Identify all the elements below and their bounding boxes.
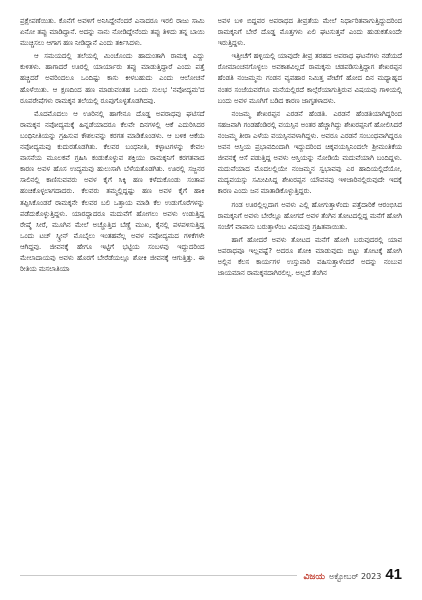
magazine-name: ವಿಜಯ — [303, 572, 325, 582]
right-column — [218, 16, 403, 554]
paragraph: ನಂಜಮ್ಮ ಶೇಖರಪ್ಪನ ಎರಡನೆ ಹೆಂಡತಿ. ಎರಡನೆ ಹೆಂಡತಿಯಾಗಿದ್ದರಿಂದ ಸಹಜವಾಗಿ ಗಂಡಹೆಂಡಿರಲ್ಲಿ ವಯಸ್ಸಿನ ಅಂತರ ಹೆಚ್ಚಾಗಿದ್ದು ಶೇಖರಪ್ಪನಿಗೆ ಹೋಲಿಸಿದರೆ ನಂಜಮ್ಮ ತೀರಾ ಎಳೆಯ ವಯಸ್ಸಿನವಳಾಗಿದ್ದಳು. ಅವರೂ ಎರಡನೆ ಸಂಬಂಧವಾಗಿದ್ದರೂ ಅವನ ಆಸ್ತಿಯ ಪ್ರಭಾವದಿಂದಾಗಿ ಇದ್ದುದರಿಂದ ಚಿಕ್ಕವಯಸ್ಸಿನಿಂದಲೇ ಶ್ರೀಮಂತಿಕೆಯ ಜೀವನಕ್ಕೆ ಆಸೆ ಪಡುತ್ತಿದ್ದ ಅವಳು ಆಸ್ತಿಯನ್ನು ನೋಡಿಯೆ ಮದುವೆಯಾಗಿ ಬಂದಿದ್ದಳು. ಮದುವೆಯಾದ ಮೊದಲಲ್ಲಿಯೇ ನಂಜಮ್ಮನ ಸ್ವಭಾವವು ಎರ ಹಾದಿಯಲ್ಲಿದೆಯೋ, ಮದ್ಯವಯಸ್ಸು ಸಮೀಪಿಸಿದ್ದ ಶೇಖರಪ್ಪನ ಯೌವನವು ಇಳಿಜಾರಿನಲ್ಲಿರುವುದೇ ಇದಕ್ಕೆ ಕಾರಣ ಎಂದು ಜನ ಮಾತಾಡಿಕೊಳ್ಳುತ್ತಿದ್ದರು. — [217, 109, 402, 196]
left-column — [20, 16, 205, 554]
paragraph: ಆ ಸಮಯದಲ್ಲಿ ತಲೆಯಲ್ಲಿ ಮಿಂಚೊಂದು ಹಾದುಂತಾಗಿ ರಾಮಕ್ಕ ಎದ್ದು ಕುಳಿತಳು. ಹಾಗಾದರೆ ಊರಲ್ಲಿ ಯಾರ್ಯಾರು ತಪ್ಪು ಮಾಡುತ್ತಿದ್ದಾರೆ ಎಂದು ಪತ್ತೆ ಹಚ್ಚಿದರೆ ಅವರಿಂದಲೂ ಒಂದಿಷ್ಟು ಕಾಸು ಕೀಳಬಹುದು ಎಂದು ಆಲೋಚನೆ ಹೊಳೆಯಿತು. ಆ ಕ್ಷಣದಿಂದ ಹಣ ಮಾಡುವಂತಹ ಒಂದು ಸುಲಭ 'ನವೋದ್ಯಮ'ದ ರೂಪರೇಷೆಗಳು ರಾಮಕ್ಕನ ತಲೆಯಲ್ಲಿ ರೂಪುಗೊಳ್ಳತೊಡಗಿದವು. — [20, 52, 205, 105]
article-body — [20, 16, 402, 554]
paragraph: ಹಾಗೆ ಹೋದರೆ ಅವಳು ತೋಟದ ಮನೆಗೆ ಹೋಗಿ ಬರುವುದರಲ್ಲಿ ಯಾವ ಅಪರಾಧವೂ ಇಲ್ಲವಷ್ಟೆ? ಅದರೂ ಶೋಕಿ ಮಾಡುವುದು ಬಿಟ್ಟು ತೋಟಕ್ಕೆ ಹೋಗಿ ಅಲ್ಲಿನ ಕೆಲಸ ಕಾರ್ಯಗಳ ಉಸ್ತುವಾರಿ ವಹಿಸುತ್ತಾಳೆಂದರೆ ಅದನ್ನು ನಂಬುವ ಜಾಯಮಾನ ರಾಮಕ್ಕನದಾಗಿರಲಿಲ್ಲ. ಅಲ್ಲದೆ ತೆಂಗಿನ — [217, 235, 402, 278]
paragraph: ಇತ್ತೀಚೆಗೆ ಹಳ್ಳಿಯಲ್ಲಿ ಯಾವುದೇ ತೀವ್ರ ತರಹದ ಅಪರಾಧ ಘಟನೆಗಳು ನಡೆಯದೆ ರೋಮಾಂಚನಗೊಳ್ಳಲು ಅವಕಾಶವಿಲ್ಲದೆ ರಾಮಕ್ಕನು ಚಡಪಡಿಸುತ್ತಿದ್ದಾಗ ಶೇಖರಪ್ಪನ ಹೆಂಡತಿ ನಂಜಮ್ಮನು ಗಂಡನ ವ್ಯವಹಾರ ನಿಮಿತ್ತ ಪೇಟೆಗೆ ಹೋದ ದಿನ ಮಧ್ಯಾಹ್ನದ ನಂತರ ಸಂಜೆಯವರೆಗೂ ಮನೆಯಲ್ಲಿರದೆ ಕಾಲ್ಗೆರೆಯಾಗುತ್ತಿರುವ ವಿಷಯವು ಗಾಳಿಯಲ್ಲಿ ಬಂದು ಅವಳ ಮೂಗಿಗೆ ಬಡಿದ ಕಾರಣ ಜಾಗೃತಳಾದಳು. — [217, 52, 402, 105]
page-number: 41 — [385, 566, 402, 583]
folio — [297, 566, 402, 583]
issue-date: ಅಕ್ಟೋಬರ್ 2023 — [328, 572, 382, 581]
paragraph: ಮೊದಮೊದಲು ಆ ಊರಿನಲ್ಲಿ ಹಾಗೇನೂ ದೊಡ್ಡ ಅಪರಾಧವು ಘಟಿಸದೆ ರಾಮಕ್ಕನ ನವೋದ್ಯಮಕ್ಕೆ ಹಿನ್ನಡೆಯಾದರೂ ಕೆಲವೇ ದಿನಗಳಲ್ಲಿ ಆಕೆ ಎದುರಿಸಿದರ ಬಂಧಿನೀತಿಯನ್ನು ಗ್ರಹಿಸುವ ಕೌಶಲವನ್ನು ಕರಗತ ಮಾಡಿಕೊಂಡಳು. ಆ ಬಳಿಕ ಆಕೆಯ ನವೋದ್ಯಮವು ಕುದುರತೊಡಗಿತು. ಕೆಲವರ ಬಂಧನೀತಿ, ಕಳ್ಳಾಟಗಳನ್ನು ಕೇವಲ ವಾಸನೆಯ ಮೂಲಕವೆ ಗ್ರಹಿಸಿ ಕಂಡುಕೊಳ್ಳುವ ಶಕ್ತಿಯು ರಾಮಕ್ಕನಿಗೆ ಕರಗತವಾದ ಕಾರಣ ಅವಳ ಹೊಸ ಉದ್ಯಮವು ಹುಲುಸಾಗಿ ಬೆಳೆಯತೊಡಗಿತು. ಊರಲ್ಲಿ ಸಜ್ಜನರ ಸಾಲಿನಲ್ಲಿ ಕಾಣಿಸುವವರು ಅವಳ ಕೈಗೆ ಸಿಕ್ಕಿ ಹಣ ಕಳೆದುಕೊಂಡು ಸಂತಾಪ ಹಂಚಿಕೊಳ್ಳಲಾಗದಾದರು. ಕೆಲವರು ತಮ್ಮಲ್ಲಿದ್ದಷ್ಟು ಹಣ ಅವಳ ಕೈಗೆ ಹಾಕಿ ತಪ್ಪಿಸಿಕೊಂಡರೆ ರಾಮಕ್ಕನೇ ಕೆಲವರ ಬಲಿ ಒತ್ತಾಯ ಮಾಡಿ ಕೆಲ ಉಡುಗೊರೆಗಳನ್ನು ಪಡೆದುಕೊಳ್ಳುತ್ತಿದ್ದಳು. ಯಾರದ್ದಾದರೂ ಮದುವೆಗೆ ಹೋಗಲು ಅವಳು ಉಡುತ್ತಿದ್ದ ರೇಷ್ಮೆ ಸೀರೆ, ಮೂಗಿನ ಮೇಲೆ ಅಚ್ಚೊತ್ತಿದ ಬೆಣ್ಣೆ ಮುಖ, ಕೈನಲ್ಲಿ ಪಳಪಳಿಸುತ್ತಿದ್ದ ಒಂದು ಟಚ್ ಸ್ಕ್ರೀನ್ ಮೊಬೈಲು ಇಂತಹವೆಲ್ಲ ಅವಳ ನವೋದ್ಯಮದ ಗಳಿಕೆಗಳೇ ಆಗಿದ್ದವು. ಜೀವನಕ್ಕೆ ಹೇಗೂ ಇಟ್ಟಿಗೆ ಭಟ್ಟಿಯ ಸಂಬಳವು ಇದ್ದುದರಿಂದ ಮೇಲಾದಾಯವು ಅವಳು ಹೊರಗೆ ಬೇರೆಡೆಯಲ್ಲೂ ಶೋಕಿ ಜೀವನಕ್ಕೆ ಆಗುತ್ತಿತ್ತು. ಈ ರೀತಿಯ ಮಸಲಾತಿಯಾ — [20, 109, 205, 274]
paragraph: ಗಂಡ ಊರಲ್ಲಿಲ್ಲದಾಗ ಅವಳು ಎಲ್ಲಿ ಹೋಗುತ್ತಾಳೆಂದು ಪತ್ತೆದಾರಿಕೆ ಆರಂಭಿಸಿದ ರಾಮಕ್ಕನಿಗೆ ಅವಳು ಬೇರೆಲ್ಲೂ ಹೋಗದೆ ಅವಳ ತೆಂಗಿನ ತೋಟದಲ್ಲಿದ್ದ ಮನೆಗೆ ಹೋಗಿ ಸಂಜೆಗೆ ವಾಪಾಸು ಬರುತ್ತಾಳೆಂಬ ವಿಷಯವು ಗ್ರಹಿತವಾಯಿತು. — [217, 200, 402, 231]
paragraph: ಪ್ರಕ್ಷೇಪಣೆಯಿತು. ಕೊನೆಗೆ ಅವಳಿಗೆ ಅನಿಸಿದ್ದೇನೆಂದರೆ ಎನಾದರೂ ಇರಲಿ ರಾಜು ಸಾಮಿ ಏನೋ ತಪ್ಪು ಮಾಡಿದ್ದಾನೆ. ಅದನ್ನು ನಾನು ನೋಡಿದ್ದೇನೆಂದು ತಪ್ಪು ತಿಳಿದು ತನ್ನ ಬಾಯಿ ಮುಚ್ಚಿಸಲು ಆಗಾಗ ಹಣ ನೀಡಿದ್ದಾನೆ ಎಂದು ತರ್ಕಿಸಿದಳು. — [20, 17, 205, 48]
page-footer — [0, 566, 422, 594]
paragraph: ಅವಳ ಬಳಿ ಬಿದ್ದವರ ಅಪರಾಧದ ತೀವ್ರತೆಯ ಮೇಲೆ ನಿರ್ಧಾರಿತವಾಗುತ್ತಿದ್ದುದರಿಂದ ರಾಮಕ್ಕನಿಗೆ ಬೇರೆ ದೊಡ್ಡ ಮೊತ್ತಗಳು ಏಲಿ ಘಟಸುತ್ತವೆ ಎಂದು ಹುಡುಕತೊಂದೇ ಇರುತ್ತಿದ್ದಳು. — [217, 17, 402, 48]
